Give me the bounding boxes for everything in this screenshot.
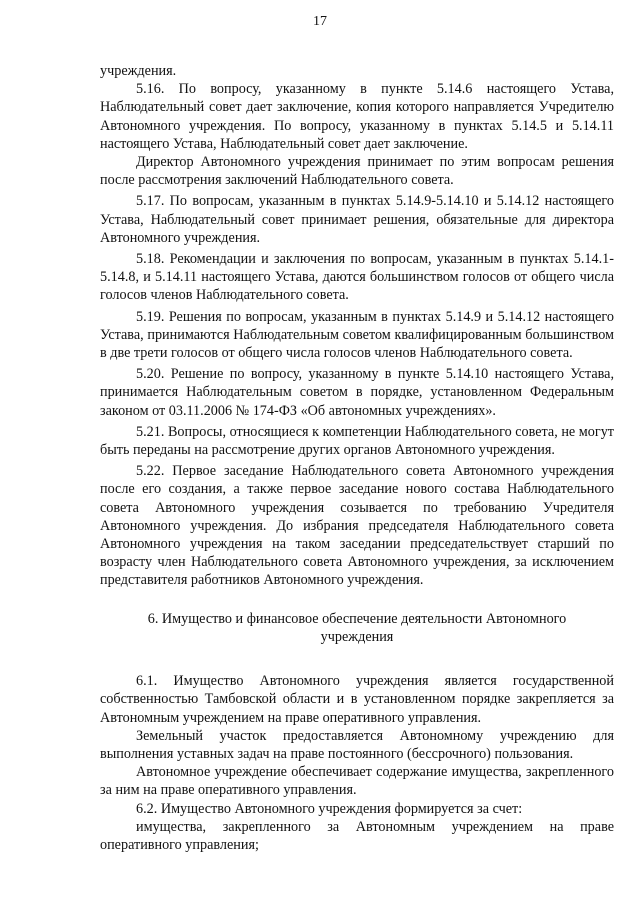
paragraph-6-1: 6.1. Имущество Автономного учреждения является государственной собственностью Тамбовской области и в установленном порядке закрепляется за Автономным учреждением на праве оперативного управления. [100, 673, 614, 726]
paragraph-5-17: 5.17. По вопросам, указанным в пунктах 5.14.9-5.14.10 и 5.14.12 настоящего Устава, Наблюдательный совет принимает решения, обязательные для директора Автономного учреждения. [100, 193, 614, 246]
paragraph-5-18: 5.18. Рекомендации и заключения по вопросам, указанным в пунктах 5.14.1-5.14.8, и 5.14.11 настоящего Устава, даются большинством голосов от общего числа голосов членов Наблюдательного совета. [100, 251, 614, 304]
paragraph-5-16: 5.16. По вопросу, указанному в пункте 5.14.6 настоящего Устава, Наблюдательный совет дает заключение, копия которого направляется Учредителю Автономного учреждения. По вопросу, указанному в пунктах 5.14.5 и 5.14.11 настоящего Устава, Наблюдательный совет дает заключение. [100, 81, 614, 152]
paragraph-5-20: 5.20. Решение по вопросу, указанному в пункте 5.14.10 настоящего Устава, принимается Наблюдательным советом в порядке, установленном Федеральным законом от 03.11.2006 № 174-ФЗ «Об автономных учреждениях». [100, 366, 614, 419]
paragraph-6-2: 6.2. Имущество Автономного учреждения формируется за счет: [136, 800, 523, 817]
document-body [100, 62, 614, 854]
paragraph-property-list-item: имущества, закрепленного за Автономным учреждением на праве оперативного управления; [100, 818, 614, 853]
page-number: 17 [313, 14, 327, 29]
paragraph-5-21: 5.21. Вопросы, относящиеся к компетенции Наблюдательного совета, не могут быть переданы на рассмотрение других органов Автономного учреждения. [100, 423, 614, 459]
paragraph-5-19: 5.19. Решения по вопросам, указанным в пунктах 5.14.9 и 5.14.12 настоящего Устава, принимаются Наблюдательным советом квалифицированным большинством в две трети голосов от общего числа голосов членов Наблюдательного совета. [100, 308, 614, 362]
section-heading: 6. Имущество и финансовое обеспечение деятельности Автономного учреждения [147, 610, 567, 645]
paragraph-continuation: учреждения. [100, 63, 177, 79]
paragraph-director: Директор Автономного учреждения принимает по этим вопросам решения после рассмотрения заключений Наблюдательного совета. [100, 154, 614, 189]
paragraph-5-22: 5.22. Первое заседание Наблюдательного совета Автономного учреждения после его создания, а также первое заседание нового состава Наблюдательного совета Автономного учреждения созывается по требованию Учредителя Автономного учреждения. До избрания председателя Наблюдательного совета Автономного учреждения на таком заседании председательствует старший по возрасту член Наблюдательного совета Автономного учреждения, за исключением представителя работников Автономного учреждения. [100, 463, 614, 589]
paragraph-land-plot: Земельный участок предоставляется Автономному учреждению для выполнения уставных задач на праве постоянного (бессрочного) пользования. [100, 727, 614, 762]
paragraph-maintenance: Автономное учреждение обеспечивает содержание имущества, закрепленного за ним на праве оперативного управления. [100, 764, 614, 799]
